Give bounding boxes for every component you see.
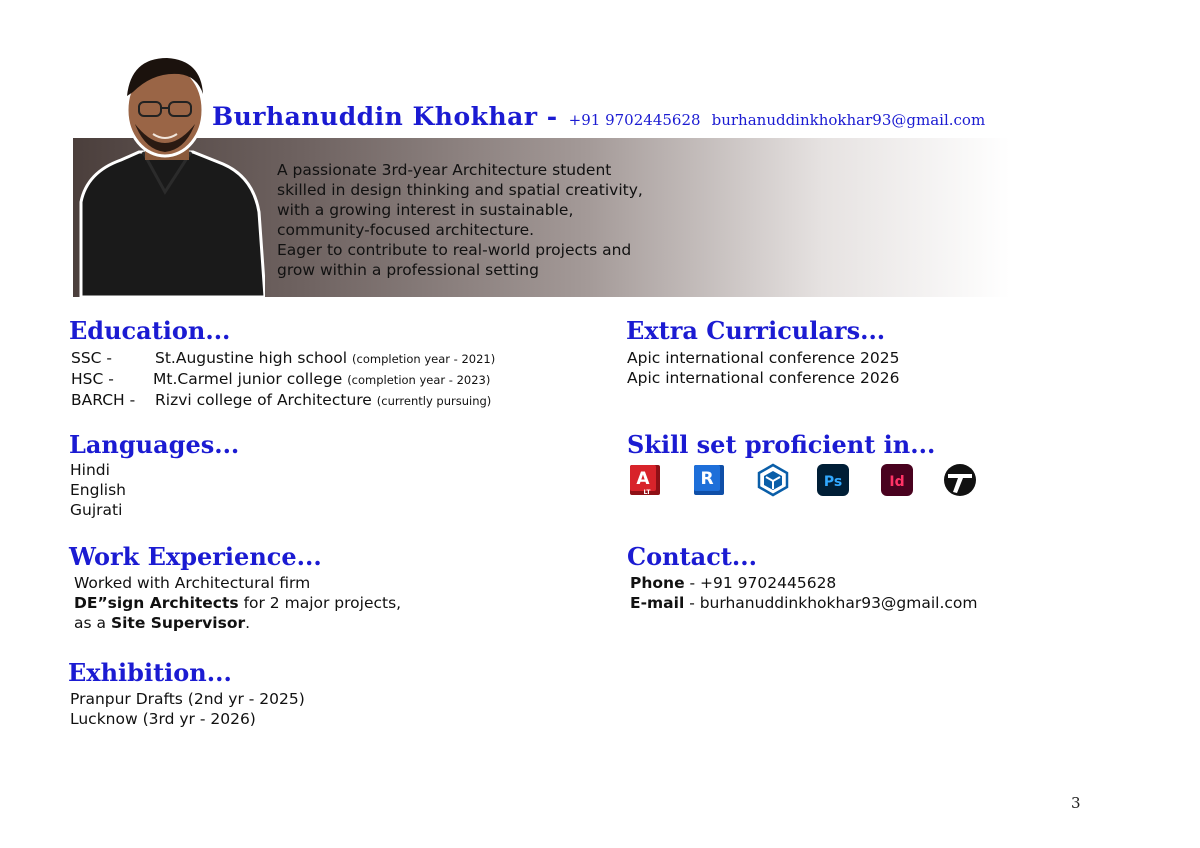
work-line bbox=[74, 613, 401, 633]
education-note: (currently pursuing) bbox=[376, 394, 492, 408]
work-role: Site Supervisor bbox=[110, 614, 246, 632]
intro-text bbox=[277, 160, 747, 280]
languages-list bbox=[70, 460, 126, 520]
extra-list bbox=[627, 348, 899, 388]
indesign-letter: Id bbox=[889, 474, 905, 490]
exhibition-list bbox=[70, 689, 305, 729]
contact-phone-row bbox=[630, 573, 978, 593]
twinmotion-icon bbox=[943, 463, 977, 497]
contact-details bbox=[630, 573, 978, 613]
autocad-letter: A bbox=[636, 469, 650, 489]
photoshop-icon bbox=[816, 463, 850, 497]
education-label: BARCH - bbox=[71, 391, 136, 409]
intro-line: skilled in design thinking and spatial creativity, bbox=[277, 181, 643, 199]
full-name: Burhanuddin Khokhar - bbox=[212, 102, 558, 131]
intro-line: A passionate 3rd-year Architecture student bbox=[277, 161, 612, 179]
work-line: Worked with Architectural firm bbox=[74, 574, 311, 592]
work-role-suffix: . bbox=[245, 614, 251, 632]
indesign-icon bbox=[880, 463, 914, 497]
extra-item: Apic international conference 2025 bbox=[627, 349, 900, 367]
education-list bbox=[71, 348, 495, 411]
intro-line: community-focused architecture. bbox=[277, 221, 535, 239]
phone-value: - +91 9702445628 bbox=[684, 574, 837, 592]
autocad-sub: LT bbox=[643, 489, 651, 496]
education-heading: Education... bbox=[69, 316, 231, 345]
education-row bbox=[71, 369, 495, 390]
revit-letter: R bbox=[700, 469, 714, 489]
header-email: burhanuddinkhokhar93@gmail.com bbox=[711, 111, 986, 129]
exhibition-item: Pranpur Drafts (2nd yr - 2025) bbox=[70, 690, 305, 708]
intro-line: grow within a professional setting bbox=[277, 261, 539, 279]
revit-icon bbox=[692, 463, 726, 497]
education-note: (completion year - 2023) bbox=[347, 373, 491, 387]
page-number: 3 bbox=[1071, 794, 1081, 812]
work-line-rest: for 2 major projects, bbox=[238, 594, 402, 612]
intro-line: Eager to contribute to real-world projects and bbox=[277, 241, 632, 259]
phone-label: Phone bbox=[630, 574, 685, 592]
photoshop-letter: Ps bbox=[823, 474, 843, 490]
exhibition-heading: Exhibition... bbox=[68, 658, 232, 687]
contact-email-row bbox=[630, 593, 978, 613]
email-label: E-mail bbox=[630, 594, 685, 612]
intro-line: with a growing interest in sustainable, bbox=[277, 201, 574, 219]
header-line bbox=[212, 102, 985, 131]
exhibition-item: Lucknow (3rd yr - 2026) bbox=[70, 710, 256, 728]
autocad-lt-icon bbox=[628, 463, 662, 497]
education-row bbox=[71, 390, 495, 411]
education-school: St.Augustine high school bbox=[155, 349, 348, 367]
education-row bbox=[71, 348, 495, 369]
language-item: Hindi bbox=[70, 461, 110, 479]
skills-heading: Skill set proficient in... bbox=[627, 430, 936, 459]
education-note: (completion year - 2021) bbox=[352, 352, 496, 366]
work-role-prefix: as a bbox=[74, 614, 111, 632]
extra-item: Apic international conference 2026 bbox=[627, 369, 900, 387]
education-school: Rizvi college of Architecture bbox=[155, 391, 372, 409]
language-item: English bbox=[70, 481, 126, 499]
email-value: - burhanuddinkhokhar93@gmail.com bbox=[684, 594, 978, 612]
work-details bbox=[74, 573, 401, 633]
profile-photo bbox=[73, 52, 265, 297]
header-phone: +91 9702445628 bbox=[568, 111, 701, 129]
education-label: SSC - bbox=[71, 349, 113, 367]
extra-heading: Extra Curriculars... bbox=[626, 316, 886, 345]
work-heading: Work Experience... bbox=[69, 542, 322, 571]
contact-heading: Contact... bbox=[627, 542, 757, 571]
sketchup-icon bbox=[756, 463, 790, 497]
language-item: Gujrati bbox=[70, 501, 123, 519]
education-school: Mt.Carmel junior college bbox=[153, 370, 343, 388]
work-line bbox=[74, 593, 401, 613]
firm-name: DE”sign Architects bbox=[74, 594, 239, 612]
languages-heading: Languages... bbox=[69, 430, 240, 459]
education-label: HSC - bbox=[71, 370, 114, 388]
